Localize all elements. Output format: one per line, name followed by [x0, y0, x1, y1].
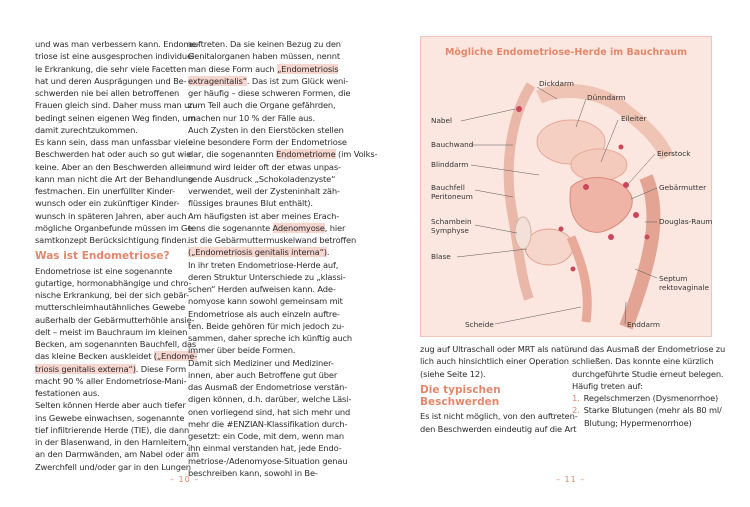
text-line: ten. Beide gehören für mich jedoch zu- — [188, 320, 345, 331]
text-line: gesetzt: ein Code, mit dem, wenn man — [188, 431, 344, 441]
label-nabel: Nabel — [431, 116, 453, 125]
text-line: mutterschleimhautähnliches Gewebe — [35, 302, 186, 313]
text-line: kann man nicht die Art der Behandlung — [35, 173, 194, 184]
text-line: In ihr treten Endometriose-Herde auf, — [188, 259, 339, 270]
text-line: metriose-/Adenomyose-Situation genau — [188, 455, 348, 466]
text-line: Es ist nicht möglich, von den auftreten- — [420, 411, 578, 422]
text-line: Zwerchfell und/oder gar in den Lungen — [35, 461, 191, 472]
text-line: Damit sich Mediziner und Mediziner- — [188, 357, 334, 368]
label-blinddarm: Blinddarm — [431, 160, 469, 169]
text-line: gutartige, hormonabhängige und chro- — [35, 277, 192, 288]
highlight-extragenitalis: „Endometriosis — [277, 63, 339, 74]
text-line: zug auf Ultraschall oder MRT als natür- — [420, 344, 575, 354]
page10-column-1 — [35, 38, 200, 473]
page10-column-2 — [188, 38, 378, 479]
text-line: (siehe Seite 12). — [420, 368, 486, 379]
lesion-dot — [583, 184, 589, 190]
highlight-endometriosis-externa: („Endome- — [153, 351, 198, 362]
text-line: an den Darmwänden, am Nabel oder am — [35, 449, 199, 460]
text-line: mögliche Organbefunde müssen im Ge- — [35, 222, 196, 233]
text-line: Endometriose als auch einzeln auftre- — [188, 308, 340, 319]
text-line: samtkonzept Berücksichtigung finden. — [35, 235, 190, 245]
text-line: mehr die #ENZIAN-Klassifikation durch- — [188, 418, 348, 429]
text-line: triosis genitalis externa“). Diese Form — [35, 363, 187, 374]
text-line: keine. Aber an den Beschwerden allein — [35, 161, 192, 172]
text-line: digen können, d.h. darüber, welche Läsi- — [188, 394, 352, 405]
text-line: verwendet, weil der Zysteninhalt zäh- — [188, 186, 340, 196]
uterus-shape — [570, 178, 632, 233]
text-line: Auch Zysten in den Eierstöcken stellen — [188, 124, 344, 135]
list-item — [572, 392, 717, 404]
figure-title: Mögliche Endometriose-Herde im Bauchraum — [444, 47, 688, 58]
highlight-endometriome: Endometriome — [276, 149, 336, 160]
highlight-endometriosis-externa: triosis genitalis externa“) — [35, 363, 136, 374]
text-line: ger häufig – diese schweren Formen, die — [188, 88, 351, 98]
heading-typische-beschwerden: Die typischen Beschwerden — [420, 383, 501, 408]
text-line: extragenitalis“. Das ist zum Glück weni- — [188, 75, 349, 86]
text-line: Becken, am sogenannten Bauchfell, das — [35, 339, 197, 349]
text-line: flüssiges braunes Blut enthält). — [188, 198, 313, 209]
text-line: den Beschwerden eindeutig auf die Art — [420, 423, 577, 434]
text-line: macht 90 % aller Endometriose-Mani- — [35, 375, 187, 386]
text-line: dar, die sogenannten Endometriome (im Volks- — [188, 149, 378, 160]
lesion-dot — [645, 235, 650, 240]
list-item — [572, 417, 717, 429]
label-gebaermutter: Gebärmutter — [659, 183, 707, 192]
list-text: Regelschmerzen (Dysmenorrhoe) — [583, 393, 719, 403]
text-line: damit zurechtzukommen. — [35, 124, 138, 135]
text-line: schließen. Das konnte eine kürzlich — [572, 356, 714, 367]
text-line: außerhalb der Gebärmutterhöhle ansie- — [35, 314, 195, 325]
text-line: tief infiltrierende Herde (TIE), die dann — [35, 424, 190, 435]
text-line: das kleine Becken auskleidet („Endome- — [35, 351, 198, 362]
abdominal-wall — [509, 85, 531, 299]
label-dickdarm: Dickdarm — [539, 79, 574, 88]
highlight-adenomyose: Adenomyose — [272, 222, 325, 233]
text-line: durchgeführte Studie erneut belegen. — [572, 368, 724, 379]
symptom-list — [572, 392, 722, 429]
text-line: auftreten. Da sie keinen Bezug zu den — [188, 39, 341, 49]
text-line: machen nur 10 % der Fälle aus. — [188, 112, 315, 123]
lesion-dot — [571, 267, 576, 272]
text-line: eine besondere Form der Endometriose — [188, 137, 347, 147]
text-line: beschreiben kann, sowohl in Be- — [188, 467, 318, 478]
lesion-dot — [619, 145, 624, 150]
text-line: nomyose kann sowohl gemeinsam mit — [188, 296, 343, 307]
lesion-dot — [559, 227, 564, 232]
text-line: ist die Gebärmuttermuskelwand betroffen — [188, 235, 357, 245]
text-line: deren Struktur Unterschiede zu „klassi- — [188, 271, 346, 282]
lesion-dot — [516, 106, 522, 112]
page-number-10: – 10 – — [170, 475, 200, 484]
text-line: festmachen. Ein unerfüllter Kinder- — [35, 186, 175, 196]
list-text: Starke Blutungen (mehr als 80 ml/ — [583, 405, 722, 416]
text-line: nische Erkrankung, bei der sich gebär- — [35, 290, 189, 300]
text-line: festationen aus. — [35, 388, 100, 398]
label-schambein: Schambein Symphyse — [431, 217, 472, 235]
page-number-11: – 11 – — [556, 475, 586, 484]
text-line: man diese Form auch „Endometriosis — [188, 63, 339, 74]
text-line: und was man verbessern kann. Endome- — [35, 39, 200, 49]
label-bauchfell: Bauchfell Peritoneum — [431, 183, 473, 201]
text-line: onen vorliegend sind, hat sich mehr und — [188, 406, 351, 417]
anatomy-figure — [420, 36, 712, 337]
text-line: triose ist eine ausgesprochen individuel- — [35, 51, 197, 62]
highlight-interna: („Endometriosis genitalis interna“) — [188, 247, 327, 258]
text-line: Häufig treten auf: — [572, 380, 643, 391]
text-line: („Endometriosis genitalis interna“). — [188, 247, 330, 258]
text-line: schen“ Herden aufweisen kann. Ade- — [188, 284, 336, 294]
text-line: zum Teil auch die Organe gefährden, — [188, 100, 336, 111]
page11-column-4 — [572, 343, 726, 429]
text-line: sende Ausdruck „Schokoladenzyste“ — [188, 173, 336, 184]
list-text: Blutung; Hypermenorrhoe) — [584, 417, 692, 428]
text-line: Es kann sein, dass man unfassbar viele — [35, 137, 193, 147]
heading-was-ist-endometriose: Was ist Endometriose? — [35, 250, 170, 263]
list-number: 1. — [572, 393, 580, 403]
text-line: ihn einmal verstanden hat, jede Endo- — [188, 443, 342, 454]
list-item — [572, 404, 722, 416]
label-blase: Blase — [431, 252, 451, 261]
text-line: und das Ausmaß der Endometriose zu — [572, 344, 726, 354]
text-line: schwerden nie bei allen betroffenen — [35, 88, 180, 98]
text-line: le Erkrankung, die sehr viele Facetten — [35, 63, 187, 74]
pubic-bone-shape — [515, 217, 531, 249]
text-line: das Ausmaß der Endometriose verstän- — [188, 382, 348, 392]
lesion-dot — [623, 182, 629, 188]
text-line: Endometriose ist eine sogenannte — [35, 265, 173, 276]
text-line: innen, aber auch Betroffene gut über — [188, 369, 338, 380]
label-septum: Septum rektovaginale — [659, 274, 709, 292]
text-line: in der Blasenwand, in den Harnleitern, — [35, 437, 189, 447]
text-line: Selten können Herde aber auch tiefer — [35, 400, 186, 411]
label-eileiter: Eileiter — [621, 114, 647, 123]
text-line: immer über beide Formen. — [188, 345, 296, 356]
page11-column-3 — [420, 343, 578, 435]
lesion-dot — [633, 212, 639, 218]
label-duenndarm: Dünndarm — [587, 93, 626, 102]
small-intestine-shape — [571, 149, 627, 181]
label-douglas: Douglas-Raum — [659, 217, 713, 226]
vagina-shape — [571, 237, 587, 322]
text-line: hat und deren Ausprägungen und Be- — [35, 75, 187, 86]
bladder-shape — [525, 229, 573, 265]
text-line: lich auch hinsichtlich einer Operation — [420, 356, 569, 367]
label-scheide: Scheide — [465, 320, 494, 329]
highlight-extragenitalis: extragenitalis“ — [188, 75, 247, 86]
lesion-dot — [608, 234, 614, 240]
text-line: Frauen gleich sind. Daher muss man un- — [35, 100, 198, 111]
label-enddarm: Enddarm — [627, 320, 660, 329]
text-line: wunsch oder ein zukünftiger Kinder- — [35, 198, 180, 209]
label-bauchwand: Bauchwand — [431, 140, 474, 149]
col1-bottom-text-b — [35, 375, 199, 473]
list-number: 2. — [572, 405, 580, 416]
text-line: Am häufigsten ist aber meines Erach- — [188, 210, 340, 221]
label-eierstock: Eierstock — [657, 149, 691, 158]
text-line: mund wird leider oft der etwas unpas- — [188, 161, 341, 172]
text-line: ins Gewebe einwachsen, sogenannte — [35, 412, 185, 423]
text-line: bedingt seinen eigenen Weg finden, um — [35, 112, 196, 123]
col1-bottom-text-a — [35, 265, 197, 351]
text-line: delt – meist im Bauchraum im kleinen — [35, 326, 188, 337]
text-line: Beschwerden hat oder auch so gut wie — [35, 149, 192, 160]
text-line: sammen, daher spreche ich künftig auch — [188, 333, 352, 343]
text-line: tens die sogenannte Adenomyose, hier — [188, 222, 346, 233]
col1-top-text — [35, 38, 200, 246]
text-line: wunsch in späteren Jahren, aber auch — [35, 210, 187, 221]
text-line: Genitalorganen haben müssen, nennt — [188, 51, 340, 62]
